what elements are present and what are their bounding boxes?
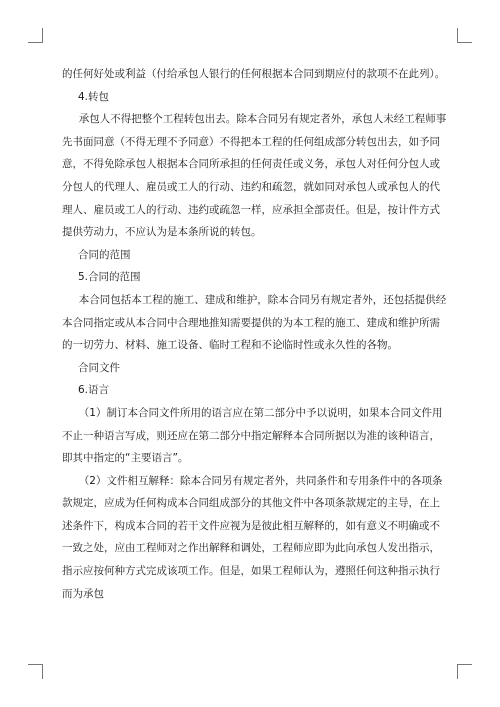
- paragraph-language: （1）制订本合同文件所用的语言应在第二部分中予以说明，如果本合同文件用不止一种语言写成，则还应在第二部分中指定解释本合同所据以为准的该种语言，即其中指定的“主要语言”。: [62, 406, 443, 465]
- crop-mark-bottom-right: [457, 664, 472, 679]
- document-body: [62, 63, 448, 605]
- paragraph-scope: 本合同包括本工程的施工、建成和维护，除本合同另有规定者外，还包括提供经本合同指定或从本合同中合理地推知需要提供的为本工程的施工、建成和维护所需的一切劳力、材料、施工设备、临时工程和不论临时性或永久性的各物。: [62, 293, 447, 352]
- section-heading-contract-documents: 合同文件: [78, 361, 120, 374]
- section-heading-language: 6.语言: [78, 384, 110, 397]
- paragraph-continuation: 的任何好处或利益（付给承包人银行的任何根据本合同到期应付的款项不在此列）。: [62, 68, 446, 80]
- section-heading-subcontract: 4.转包: [78, 90, 110, 103]
- crop-mark-top-right: [457, 28, 472, 43]
- paragraph-interpretation: （2）文件相互解释：除本合同另有规定者外，共同条件和专用条件中的各项条款规定，应成为任何构成本合同组成部分的其他文件中各项条款规定的主导，在上述条件下，构成本合同的若干文件应视为是彼此相互解释的，如有意义不明确或不一致之处，应由工程师对之作出解释和调处，工程师应即为此向承包人发出指示，指示应按何种方式完成该项工作。但是，如果工程师认为，遵照任何这种指示执行而为承包: [62, 474, 443, 600]
- section-heading-scope: 5.合同的范围: [78, 271, 141, 284]
- crop-mark-top-left: [28, 28, 43, 43]
- section-heading-scope-title: 合同的范围: [78, 248, 131, 261]
- crop-mark-bottom-left: [28, 664, 43, 679]
- paragraph-subcontract: 承包人不得把整个工程转包出去。除本合同另有规定者外，承包人未经工程师事先书面同意（不得无理不予同意）不得把本工程的任何组成部分转包出去，如予同意，不得免除承包人根据本合同所承担的任何责任或义务，承包人对任何分包人或分包人的代理人、雇员或工人的行动、违约和疏忽，就如同对承包人或承包人的代理人、雇员或工人的行动、违约或疏忽一样，应承担全部责任。但是，按计件方式提供劳动力，不应认为是本条所说的转包。: [62, 113, 447, 239]
